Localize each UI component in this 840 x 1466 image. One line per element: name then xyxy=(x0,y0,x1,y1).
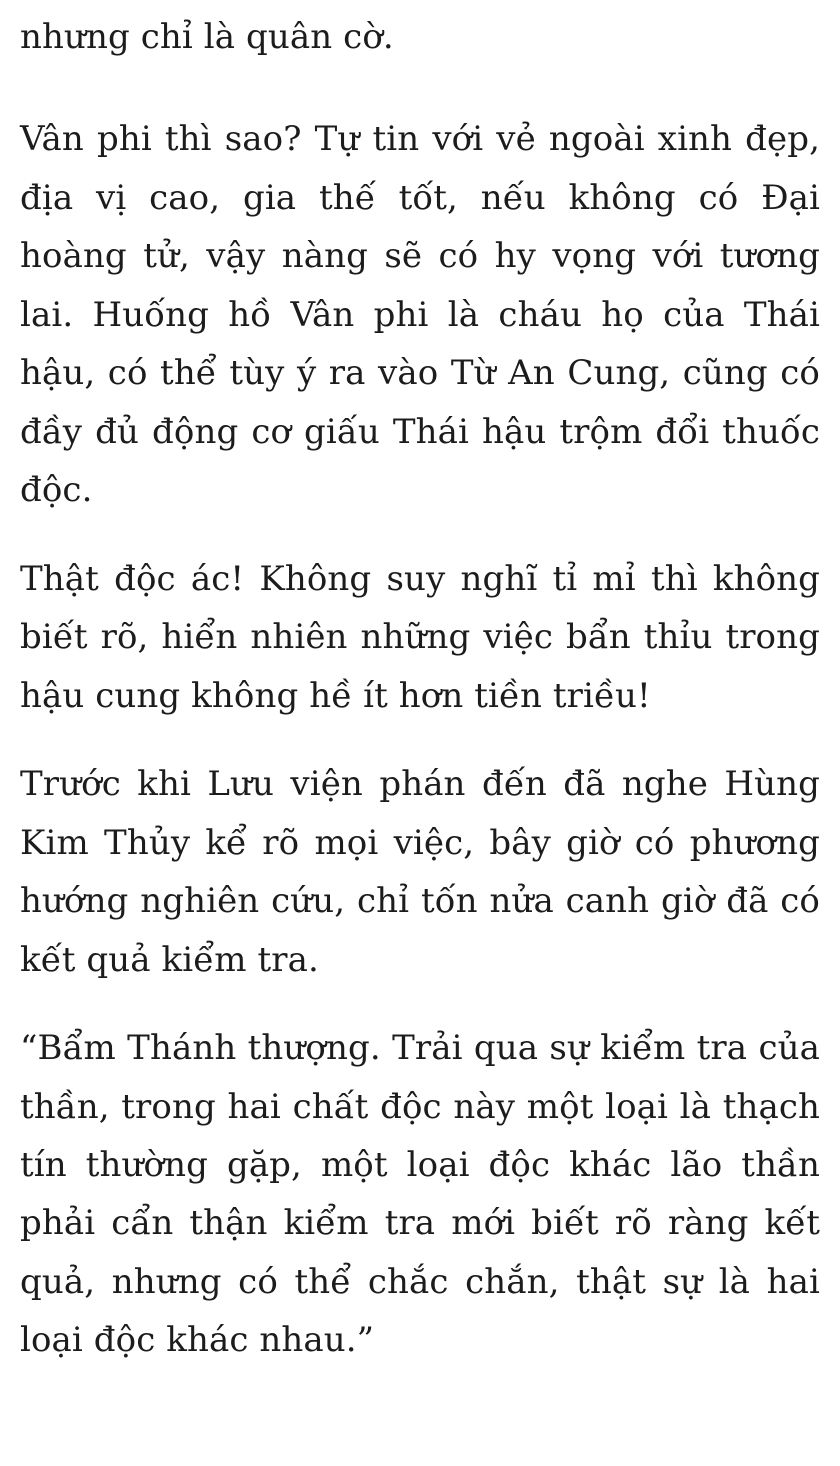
paragraph: “Bẩm Thánh thượng. Trải qua sự kiểm tra của thần, trong hai chất độc này một loại là thạch tín thường gặp, một loại độc khác lão thần phải cẩn thận kiểm tra mới biết rõ ràng kết quả, nhưng có thể chắc chắn, thật sự là hai loại độc khác nhau.” xyxy=(20,1028,820,1361)
paragraph: nhưng chỉ là quân cờ. xyxy=(20,17,394,57)
paragraph: Thật độc ác! Không suy nghĩ tỉ mỉ thì không biết rõ, hiển nhiên những việc bẩn thỉu trong hậu cung không hề ít hơn tiền triều! xyxy=(20,558,820,716)
paragraph: Vân phi thì sao? Tự tin với vẻ ngoài xinh đẹp, địa vị cao, gia thế tốt, nếu không có Đại hoàng tử, vậy nàng sẽ có hy vọng với tương lai. Huống hồ Vân phi là cháu họ của Thái hậu, có thể tùy ý ra vào Từ An Cung, cũng có đầy đủ động cơ giấu Thái hậu trộm đổi thuốc độc. xyxy=(20,119,820,511)
paragraph: Trước khi Lưu viện phán đến đã nghe Hùng Kim Thủy kể rõ mọi việc, bây giờ có phương hướng nghiên cứu, chỉ tốn nửa canh giờ đã có kết quả kiểm tra. xyxy=(20,764,820,980)
